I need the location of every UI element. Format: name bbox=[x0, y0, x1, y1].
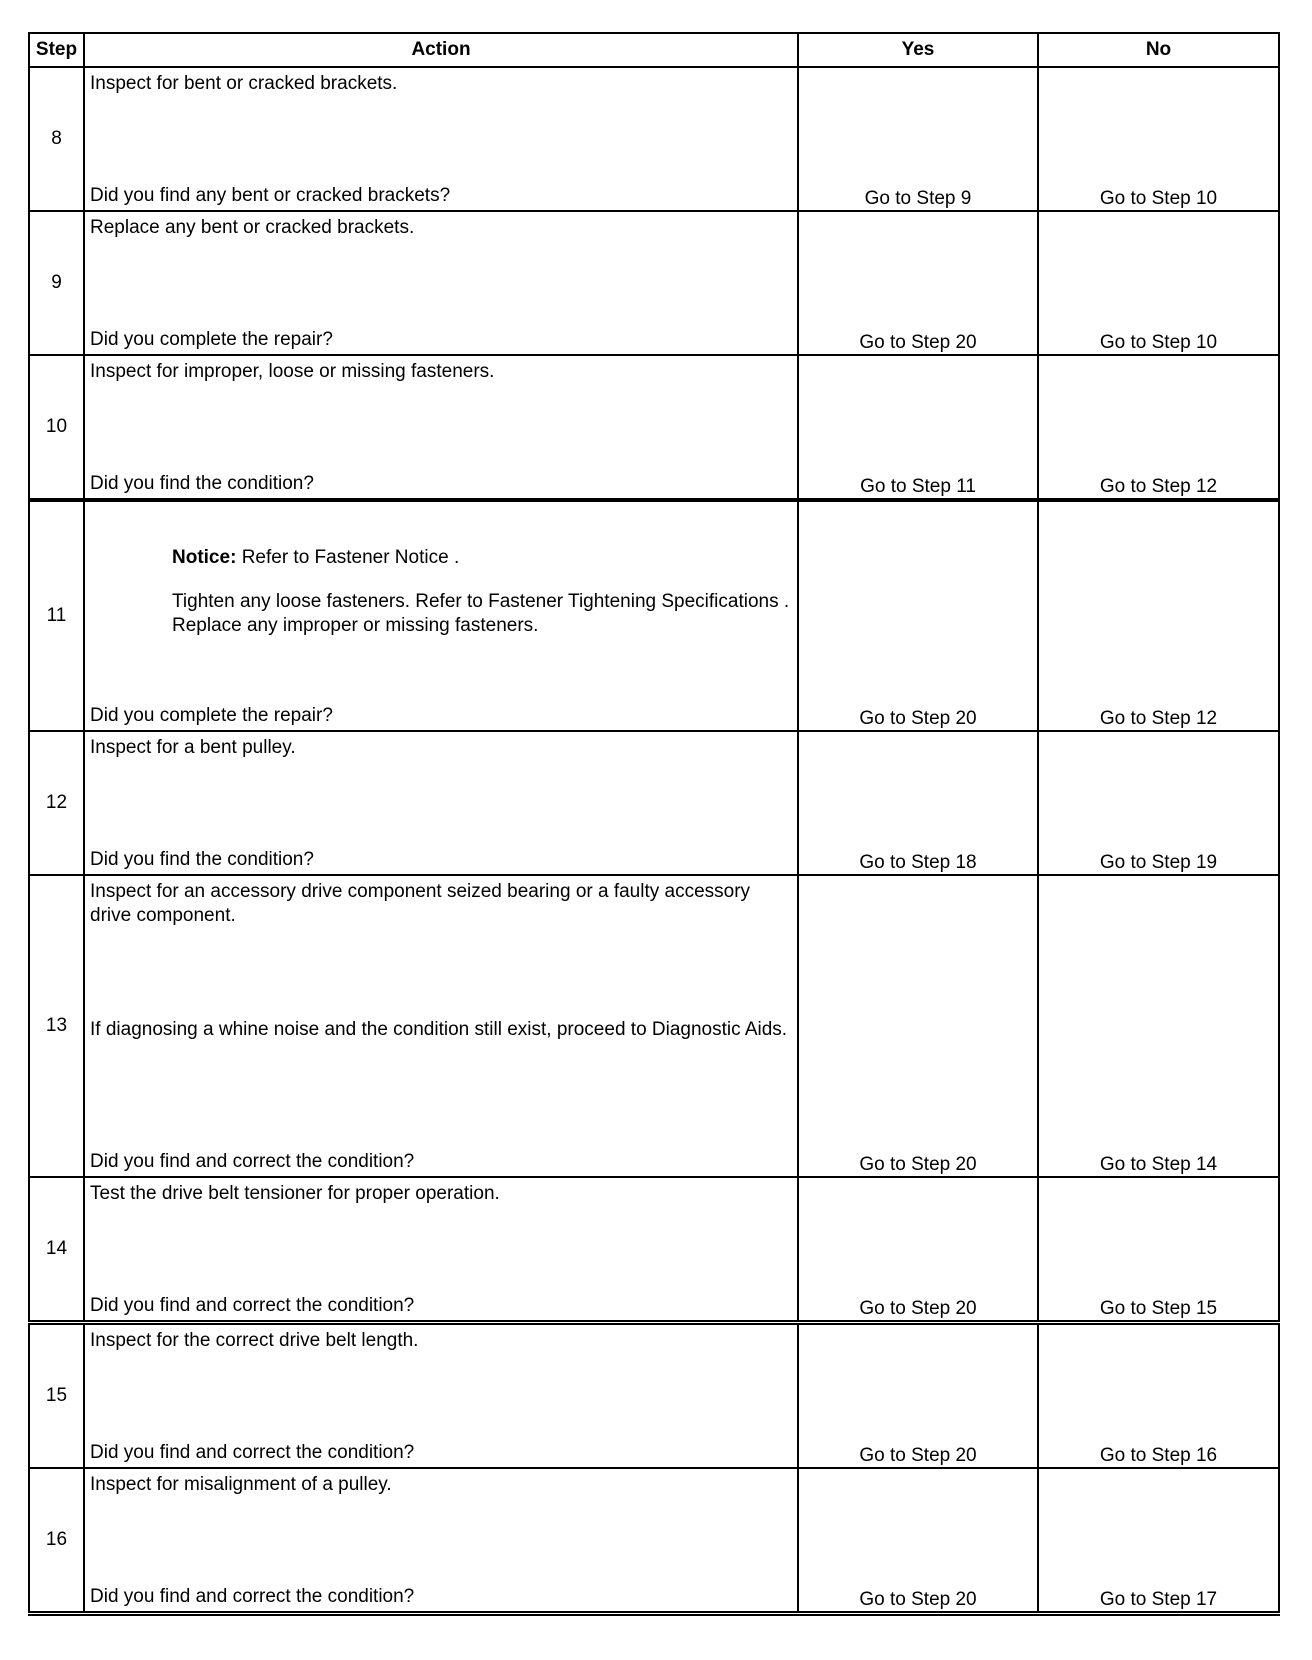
notice bbox=[90, 546, 791, 570]
table-row bbox=[29, 67, 1279, 211]
step-number: 12 bbox=[29, 731, 84, 875]
step-number: 13 bbox=[29, 875, 84, 1177]
step-number: 14 bbox=[29, 1177, 84, 1323]
action-text: Inspect for improper, loose or missing fasteners. bbox=[90, 361, 495, 382]
action-note: If diagnosing a whine noise and the condition still exist, proceed to Diagnostic Aids. bbox=[90, 1019, 788, 1040]
action-text: Inspect for an accessory drive component seized bearing or a faulty accessory drive component. bbox=[90, 881, 751, 926]
action-text: Inspect for a bent pulley. bbox=[90, 737, 296, 758]
no-result: Go to Step 17 bbox=[1038, 1468, 1279, 1614]
action-cell bbox=[84, 731, 798, 875]
action-text: Replace any improper or missing fasteners. bbox=[172, 615, 539, 636]
no-result: Go to Step 16 bbox=[1038, 1323, 1279, 1469]
table-row bbox=[29, 1177, 1279, 1323]
action-question: Did you complete the repair? bbox=[90, 705, 333, 726]
yes-result: Go to Step 20 bbox=[798, 1468, 1038, 1614]
action-cell bbox=[84, 211, 798, 355]
header-yes: Yes bbox=[798, 33, 1038, 67]
yes-result: Go to Step 20 bbox=[798, 1177, 1038, 1323]
no-result: Go to Step 12 bbox=[1038, 355, 1279, 500]
table-row bbox=[29, 1468, 1279, 1614]
action-cell bbox=[84, 67, 798, 211]
header-action: Action bbox=[84, 33, 798, 67]
action-text: Inspect for the correct drive belt length. bbox=[90, 1330, 419, 1351]
action-text: Inspect for misalignment of a pulley. bbox=[90, 1474, 392, 1495]
yes-result: Go to Step 11 bbox=[798, 355, 1038, 500]
action-text: Replace any bent or cracked brackets. bbox=[90, 217, 415, 238]
step-number: 16 bbox=[29, 1468, 84, 1614]
action-cell bbox=[84, 500, 798, 731]
yes-result: Go to Step 20 bbox=[798, 500, 1038, 731]
action-question: Did you find and correct the condition? bbox=[90, 1586, 415, 1607]
diagnostic-table bbox=[28, 32, 1280, 1616]
table-row bbox=[29, 1323, 1279, 1469]
table-row bbox=[29, 731, 1279, 875]
header-no: No bbox=[1038, 33, 1279, 67]
action-question: Did you find the condition? bbox=[90, 473, 314, 494]
table-row bbox=[29, 500, 1279, 731]
action-cell bbox=[84, 1177, 798, 1323]
no-result: Go to Step 10 bbox=[1038, 211, 1279, 355]
no-result: Go to Step 10 bbox=[1038, 67, 1279, 211]
action-cell bbox=[84, 355, 798, 500]
table-row bbox=[29, 875, 1279, 1177]
yes-result: Go to Step 18 bbox=[798, 731, 1038, 875]
yes-result: Go to Step 20 bbox=[798, 211, 1038, 355]
action-text: Test the drive belt tensioner for proper operation. bbox=[90, 1183, 500, 1204]
yes-result: Go to Step 20 bbox=[798, 875, 1038, 1177]
action-text: Inspect for bent or cracked brackets. bbox=[90, 73, 398, 94]
yes-result: Go to Step 9 bbox=[798, 67, 1038, 211]
header-row bbox=[29, 33, 1279, 67]
action-question: Did you find any bent or cracked brackets? bbox=[90, 185, 451, 206]
action-text: Tighten any loose fasteners. Refer to Fastener Tightening Specifications . bbox=[172, 591, 790, 612]
notice-text: Refer to Fastener Notice . bbox=[241, 547, 460, 568]
notice-label: Notice: bbox=[172, 547, 237, 568]
no-result: Go to Step 12 bbox=[1038, 500, 1279, 731]
step-number: 11 bbox=[29, 500, 84, 731]
action-question: Did you complete the repair? bbox=[90, 329, 333, 350]
step-number: 10 bbox=[29, 355, 84, 500]
action-question: Did you find and correct the condition? bbox=[90, 1442, 415, 1463]
no-result: Go to Step 19 bbox=[1038, 731, 1279, 875]
no-result: Go to Step 15 bbox=[1038, 1177, 1279, 1323]
header-step: Step bbox=[29, 33, 84, 67]
yes-result: Go to Step 20 bbox=[798, 1323, 1038, 1469]
no-result: Go to Step 14 bbox=[1038, 875, 1279, 1177]
step-number: 8 bbox=[29, 67, 84, 211]
table-row bbox=[29, 355, 1279, 500]
action-cell bbox=[84, 1468, 798, 1614]
step-number: 15 bbox=[29, 1323, 84, 1469]
action-question: Did you find and correct the condition? bbox=[90, 1295, 415, 1316]
table-row bbox=[29, 211, 1279, 355]
action-cell bbox=[84, 875, 798, 1177]
action-question: Did you find and correct the condition? bbox=[90, 1151, 415, 1172]
action-question: Did you find the condition? bbox=[90, 849, 314, 870]
step-number: 9 bbox=[29, 211, 84, 355]
action-cell bbox=[84, 1323, 798, 1469]
